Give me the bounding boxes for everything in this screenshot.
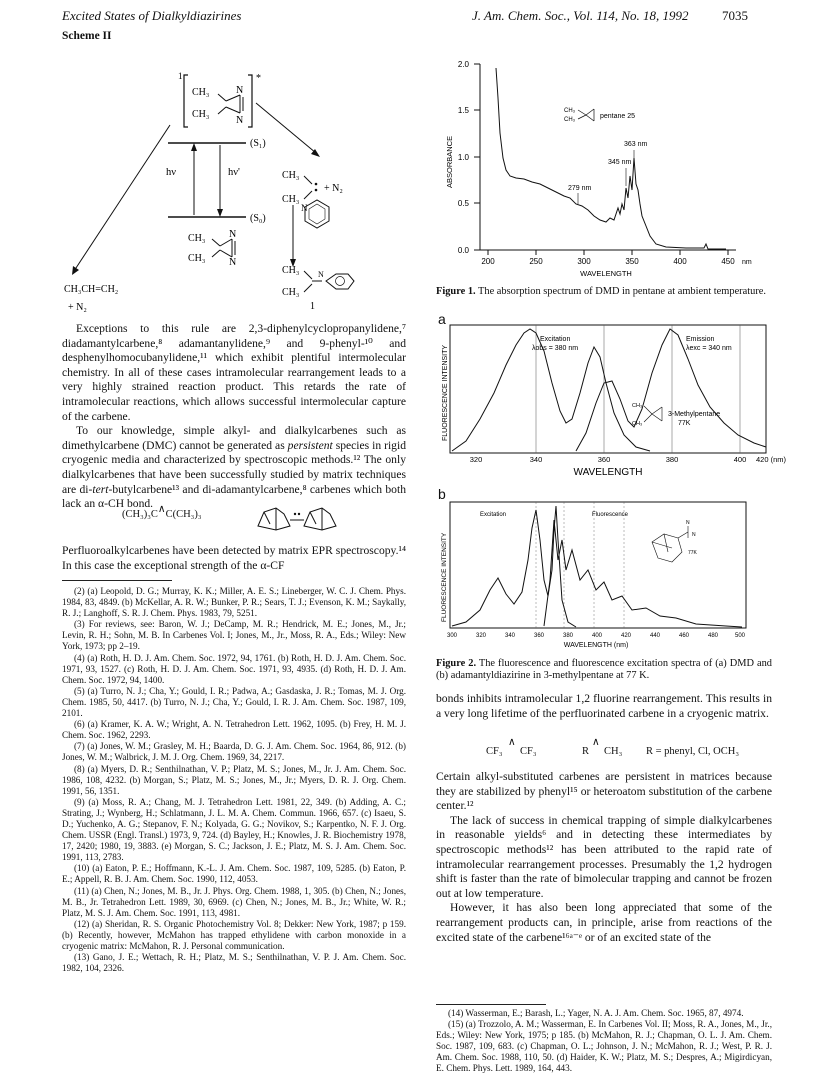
figure-2b-spectra bbox=[436, 500, 772, 650]
running-title: Excited States of Dialkyldiazirines bbox=[62, 8, 242, 23]
fig2a-temp: 77K bbox=[678, 420, 691, 427]
fig1-ylabel: ABSORBANCE bbox=[445, 135, 454, 188]
fig2a-xlabel: WAVELENGTH bbox=[573, 467, 643, 478]
fig2b-xtick-400: 400 bbox=[591, 633, 603, 639]
paragraph-exceptions: Exceptions to this rule are 2,3-diphenylcyclopropanylidene,⁷ diadamantylcarbene,⁸ adamantanylidene,⁹ and 9-phenyl-¹⁰ and desphenylhomocubanylidene,¹¹ which exhibit plentiful intermolecular chemistry. In all of these cases intramolecular rearrangement leads to a very highly strained reaction product. This retards the rate of intramolecular reactions, which allows successful intermolecular capture of the carbene. bbox=[62, 322, 406, 423]
hv-prime-label: hν' bbox=[228, 167, 240, 178]
reference-item: (11) (a) Chen, N.; Jones, M. B., Jr. J. Phys. Org. Chem. 1988, 1, 305. (b) Chen, N.; Jones, M. B., Jr. Tetrahedron Lett. 1989, 30, 6969. (c) Chen, N.; Jones, M. B., Jr.; White, W. R.; Platz, M. S. J. Am. Chem. Soc. 1991, 113, 4981. bbox=[62, 885, 406, 918]
ch3-lower: CH₃ bbox=[192, 109, 210, 120]
ylide-ch3-lower: CH₃ bbox=[282, 287, 300, 298]
fig2a-ylabel: FLUORESCENCE INTENSITY bbox=[442, 344, 449, 441]
fig2a-xtick-380: 380 bbox=[665, 455, 679, 464]
figure-1-absorption-spectrum bbox=[436, 58, 756, 284]
fig2b-inset-n1: N bbox=[686, 520, 690, 526]
carbene-ch3-lower: CH₃ bbox=[282, 194, 300, 205]
paragraph-perfluoro: Perfluoroalkylcarbenes have been detected by matrix EPR spectroscopy.¹⁴ In this case the exceptional strength of the α-CF bbox=[62, 544, 406, 572]
fig2b-xtick-460: 460 bbox=[678, 633, 690, 639]
references-right bbox=[436, 1008, 772, 1075]
reference-item: (3) For reviews, see: Baron, W. J.; DeCamp, M. R.; Hendrick, M. E.; Jones, M., Jr.; Levin, R. H.; Sohn, M. B. In Carbenes Vol. I; Jones, M., Jr., Moss, R. A., Eds.; Wiley: New York, 1973; pp 2–19. bbox=[62, 619, 406, 652]
fig2b-excitation-label: Excitation bbox=[480, 512, 507, 518]
fig2b-xtick-500: 500 bbox=[734, 633, 746, 639]
fig2b-xlabel: WAVELENGTH (nm) bbox=[563, 642, 629, 649]
reference-item: (2) (a) Leopold, D. G.; Murray, K. K.; Miller, A. E. S.; Lineberger, W. C. J. Chem. Phys. 1984, 83, 4849. (b) McKellar, A. R. W.; Bunker, P. R.; Sears, T. J.; Evenson, K. M.; Saykally, R. J.; Langhoff, S. R. J. Chem. Phys. 1983, 79, 5251. bbox=[62, 586, 406, 619]
n-upper: N bbox=[236, 85, 244, 96]
fig1-annotation-363: 363 nm bbox=[624, 141, 648, 148]
fig1-unit: nm bbox=[742, 259, 752, 266]
fig1-xtick-200: 200 bbox=[481, 257, 495, 266]
fig2b-fluorescence-label: Fluorescence bbox=[592, 512, 629, 518]
ylide-n: N bbox=[318, 270, 324, 279]
fig2b-excitation-curve bbox=[452, 506, 576, 627]
structure-diadamantylcarbene bbox=[254, 498, 340, 536]
propene-product: CH₃CH=CH₂ bbox=[64, 284, 119, 295]
fig1-ytick-3: 1.5 bbox=[457, 106, 469, 115]
fig1-annotation-279: 279 nm bbox=[568, 185, 592, 192]
s0-label: (S₀) bbox=[250, 213, 266, 224]
body-right-mid bbox=[436, 770, 772, 945]
fig1-inset-ch3b: CH₃ bbox=[564, 117, 576, 123]
fig1-xtick-400: 400 bbox=[673, 257, 687, 266]
fig2a-solvent: 3-Methylpentane bbox=[668, 411, 721, 418]
reference-item: (10) (a) Eaton, P. E.; Hoffmann, K.-L. J. Am. Chem. Soc. 1987, 109, 5285. (b) Eaton, P. E.; Appell, R. B. J. Am. Chem. Soc. 1990, 112, 4053. bbox=[62, 863, 406, 885]
fig2b-panel-label: b bbox=[438, 486, 446, 502]
reference-item: (15) (a) Trozzolo, A. M.; Wasserman, E. In Carbenes Vol. II; Moss, R. A., Jones, M., Jr., Eds.; Wiley: New York, 1975; p 185. (b) McMahon, R. J.; Chapman, O. L. J. Am. Chem. Soc. 1987, 109, 683. (c) Chapman, O. L.; Johnson, J. N.; McMahon, R. J.; West, P. R. J. Am. Chem. Soc. 1988, 110, 50. (d) Haider, K. W.; Platz, M. S.; Despres, A.; Migirdicyan, E. Chem. Phys. Lett. 1989, 164, 443. bbox=[436, 1019, 772, 1074]
fig1-inset-label: pentane 25 bbox=[600, 113, 636, 120]
fig2b-xtick-420: 420 bbox=[620, 633, 632, 639]
fig2b-fluorescence-curve bbox=[544, 520, 742, 627]
fig1-ytick-2: 1.0 bbox=[457, 153, 469, 162]
fig2b-xtick-340: 340 bbox=[504, 633, 516, 639]
fig2a-excitation-label: Excitation bbox=[540, 336, 571, 343]
fig1-ytick-1: 0.5 bbox=[457, 199, 469, 208]
fig2a-xtick-400: 400 bbox=[733, 455, 747, 464]
reference-item: (6) (a) Kramer, K. A. W.; Wright, A. N. Tetrahedron Lett. 1962, 1095. (b) Frey, H. M. J. Chem. Soc. 1962, 2293. bbox=[62, 719, 406, 741]
fig2b-xtick-360: 360 bbox=[533, 633, 545, 639]
n-ground-upper: N bbox=[229, 229, 237, 240]
paragraph-fluorine: bonds inhibits intramolecular 1,2 fluorine rearrangement. This results in a very long lifetime of the perfluorinated carbene in a cryogenic matrix. bbox=[436, 692, 772, 720]
body-left-bottom bbox=[62, 544, 406, 573]
paragraph-dmc: To our knowledge, simple alkyl- and dialkylcarbenes such as dimethylcarbene (DMC) cannot be generated as persistent species in rigid cryogenic media and characterized by spectroscopic methods.¹² The only dialkylcarbenes that have been successfully studied by matrix techniques are di-tert-butylcarbene¹³ and di-adamantylcarbene,⁸ carbenes which both lack an α-CH bond. bbox=[62, 424, 407, 511]
fig2a-xtick-320: 320 bbox=[469, 455, 483, 464]
ylide-label: 1 bbox=[310, 301, 315, 312]
fig1-annotation-345: 345 nm bbox=[608, 159, 632, 166]
footnote-rule-left bbox=[62, 580, 172, 581]
fig2a-emission-curve bbox=[576, 329, 766, 451]
fig2b-xtick-440: 440 bbox=[649, 633, 661, 639]
fig1-inset-ch3a: CH₃ bbox=[564, 108, 576, 114]
references-left bbox=[62, 586, 406, 974]
journal-citation: J. Am. Chem. Soc., Vol. 114, No. 18, 1992 bbox=[472, 8, 689, 23]
fig1-ytick-4: 2.0 bbox=[457, 60, 469, 69]
ch3-ground-upper: CH₃ bbox=[188, 233, 206, 244]
fig2a-xtick-360: 360 bbox=[597, 455, 611, 464]
fig2a-emission-label: Emission bbox=[686, 336, 715, 343]
fig2a-excitation-obs: λobs = 380 nm bbox=[532, 345, 579, 352]
s1-label: (S₁) bbox=[250, 138, 266, 149]
ylide-ch3-upper: CH₃ bbox=[282, 265, 300, 276]
reference-item: (8) (a) Myers, D. R.; Senthilnathan, V. P.; Platz, M. S.; Jones, M., Jr. J. Am. Chem. Soc. 1986, 108, 4232. (b) Morgan, S.; Platz, M. S.; Jones, M., Jr.; Myers, D. R. J. Org. Chem. 1991, 56, 1351. bbox=[62, 763, 406, 796]
svg-text:CH₃: CH₃ bbox=[632, 421, 643, 427]
fig2b-xtick-380: 380 bbox=[562, 633, 574, 639]
hv-label: hν bbox=[166, 167, 176, 178]
reference-item: (7) (a) Jones, W. M.; Grasley, M. H.; Baarda, D. G. J. Am. Chem. Soc. 1964, 86, 912. (b) Jones, W. M.; Walbrick, J. M. J. Org. Chem. 1969, 34, 2217. bbox=[62, 741, 406, 763]
reference-item: (9) (a) Moss, R. A.; Chang, M. J. Tetrahedron Lett. 1981, 22, 349. (b) Adding, A. C.; Strating, J.; Wynberg, H.; Schlatmann, J. L. M. A. Chem. Commun. 1966, 657. (c) Isaeu, S. D.; Yuchenko, A. G.; Stepanov, F. N.; Kolyada, G. G.; Novikov, S.; Karpentko, N. F. J. Org. Chem. USSR (Engl. Transl.) 1973, 9, 724. (d) Bayley, H.; Knowles, J. R. Biochemistry 1978, 17, 2420; 1980, 19, 3883. (e) Morgan, S. C.; Jackson, J. E.; Platz, M. S. J. Am. Chem. Soc. 1991, 113, 2783. bbox=[62, 796, 406, 863]
paragraph-excited-state: However, it has also been long appreciated that some of the rearrangement products can, in principle, arise from reactions of the excited state of the carbene¹⁶ᵃ⁻ᵉ or of an excited state of the bbox=[436, 901, 772, 944]
scheme-title: Scheme II bbox=[62, 30, 112, 42]
fig2b-xtick-300: 300 bbox=[446, 633, 458, 639]
fig2b-temp: 77K bbox=[688, 550, 697, 556]
fig2a-panel-label: a bbox=[438, 311, 446, 327]
n-lower: N bbox=[236, 115, 244, 126]
fig2a-emission-exc: λexc = 340 nm bbox=[686, 345, 732, 352]
page-number: 7035 bbox=[722, 8, 748, 23]
fig2b-xtick-480: 480 bbox=[707, 633, 719, 639]
reference-item: (12) (a) Sheridan, R. S. Organic Photochemistry Vol. 8; Dekker: New York, 1987; p 159. (b) Recently, however, McMahon has trapped ethylidene with carbon monoxide in a cryogenic matrix: McMahon, R. J. Personal communication. bbox=[62, 918, 406, 951]
fig2a-xtick-420: 420 (nm) bbox=[756, 455, 787, 464]
figure-2-caption: Figure 2. The fluorescence and fluorescence excitation spectra of (a) DMD and (b) adamantyldiazirine in 3-methylpentane at 77 K. bbox=[436, 658, 773, 682]
scheme-diagram bbox=[60, 45, 410, 315]
fig1-xtick-300: 300 bbox=[577, 257, 591, 266]
carbene-ch3-upper: CH₃ bbox=[282, 170, 300, 181]
fig1-xlabel: WAVELENGTH bbox=[580, 269, 632, 278]
paragraph-trapping: The lack of success in chemical trapping of simple dialkylcarbenes in reasonable yields⁶ and in detecting these intermediates by spectroscopic methods¹² has been attributed to the rapid rate of intramolecular rearrangement processes. Presumably the 1,2 hydrogen shift is faster than the rate of bimolecular trapping and cannot be frozen out at low temperature. bbox=[436, 813, 772, 900]
ch3-upper: CH₃ bbox=[192, 87, 210, 98]
footnote-rule-right bbox=[436, 1004, 546, 1005]
fig2b-xtick-320: 320 bbox=[475, 633, 487, 639]
fig2a-xtick-340: 340 bbox=[529, 455, 543, 464]
reference-item: (5) (a) Turro, N. J.; Cha, Y.; Gould, I. R.; Padwa, A.; Gasdaska, J. R.; Tomas, M. J. Org. Chem. 1985, 50, 4417. (b) Turro, N. J.; Cha, Y.; Gould, I. R. J. Am. Chem. Soc. 1987, 109, 2101. bbox=[62, 685, 406, 719]
reference-item: (4) (a) Roth, H. D. J. Am. Chem. Soc. 1972, 94, 1761. (b) Roth, H. D. J. Am. Chem. Soc. 1971, 93, 1527. (c) Roth, H. D. J. Am. Chem. Soc. 1971, 93, 4935. (d) Roth, H. D. J. Am. Chem. Soc. 1972, 94, 1400. bbox=[62, 652, 406, 685]
propene-n2: + N₂ bbox=[68, 302, 87, 313]
carbene-n2: + N₂ bbox=[324, 183, 343, 194]
figure-2a-spectra bbox=[436, 323, 787, 485]
fig1-xtick-250: 250 bbox=[529, 257, 543, 266]
paragraph-persistent: Certain alkyl-substituted carbenes are persistent in matrices because they are stabilized by phenyl¹⁵ or heteroatom substitution of the carbene center.¹² bbox=[436, 770, 772, 813]
svg-text:CH₃: CH₃ bbox=[632, 403, 643, 409]
reference-item: (14) Wasserman, E.; Barash, L.; Yager, N. A. J. Am. Chem. Soc. 1965, 87, 4974. bbox=[448, 1008, 744, 1018]
fig1-xtick-450: 450 bbox=[721, 257, 735, 266]
figure-1-caption: Figure 1. The absorption spectrum of DMD in pentane at ambient temperature. bbox=[436, 286, 767, 297]
n-ground-lower: N bbox=[229, 257, 237, 268]
reference-item: (13) Gano, J. E.; Wettach, R. H.; Platz, M. S.; Senthilnathan, V. P. J. Am. Chem. Soc. 1982, 104, 2326. bbox=[62, 952, 406, 974]
fig2b-inset-n2: N bbox=[692, 532, 696, 538]
fig1-xtick-350: 350 bbox=[625, 257, 639, 266]
pyridine-n: N bbox=[301, 203, 308, 213]
excited-star: * bbox=[256, 73, 261, 84]
body-right-top bbox=[436, 692, 772, 721]
body-left-top bbox=[62, 322, 406, 512]
fig2b-ylabel: FLUORESCENCE INTENSITY bbox=[441, 532, 448, 622]
scheme-label-1: 1 bbox=[178, 71, 183, 81]
fig1-ytick-0: 0.0 bbox=[457, 246, 469, 255]
ch3-ground-lower: CH₃ bbox=[188, 253, 206, 264]
structure-di-tert-butylcarbene: (CH₃)₃C∧C(CH₃)₃ bbox=[122, 504, 202, 520]
